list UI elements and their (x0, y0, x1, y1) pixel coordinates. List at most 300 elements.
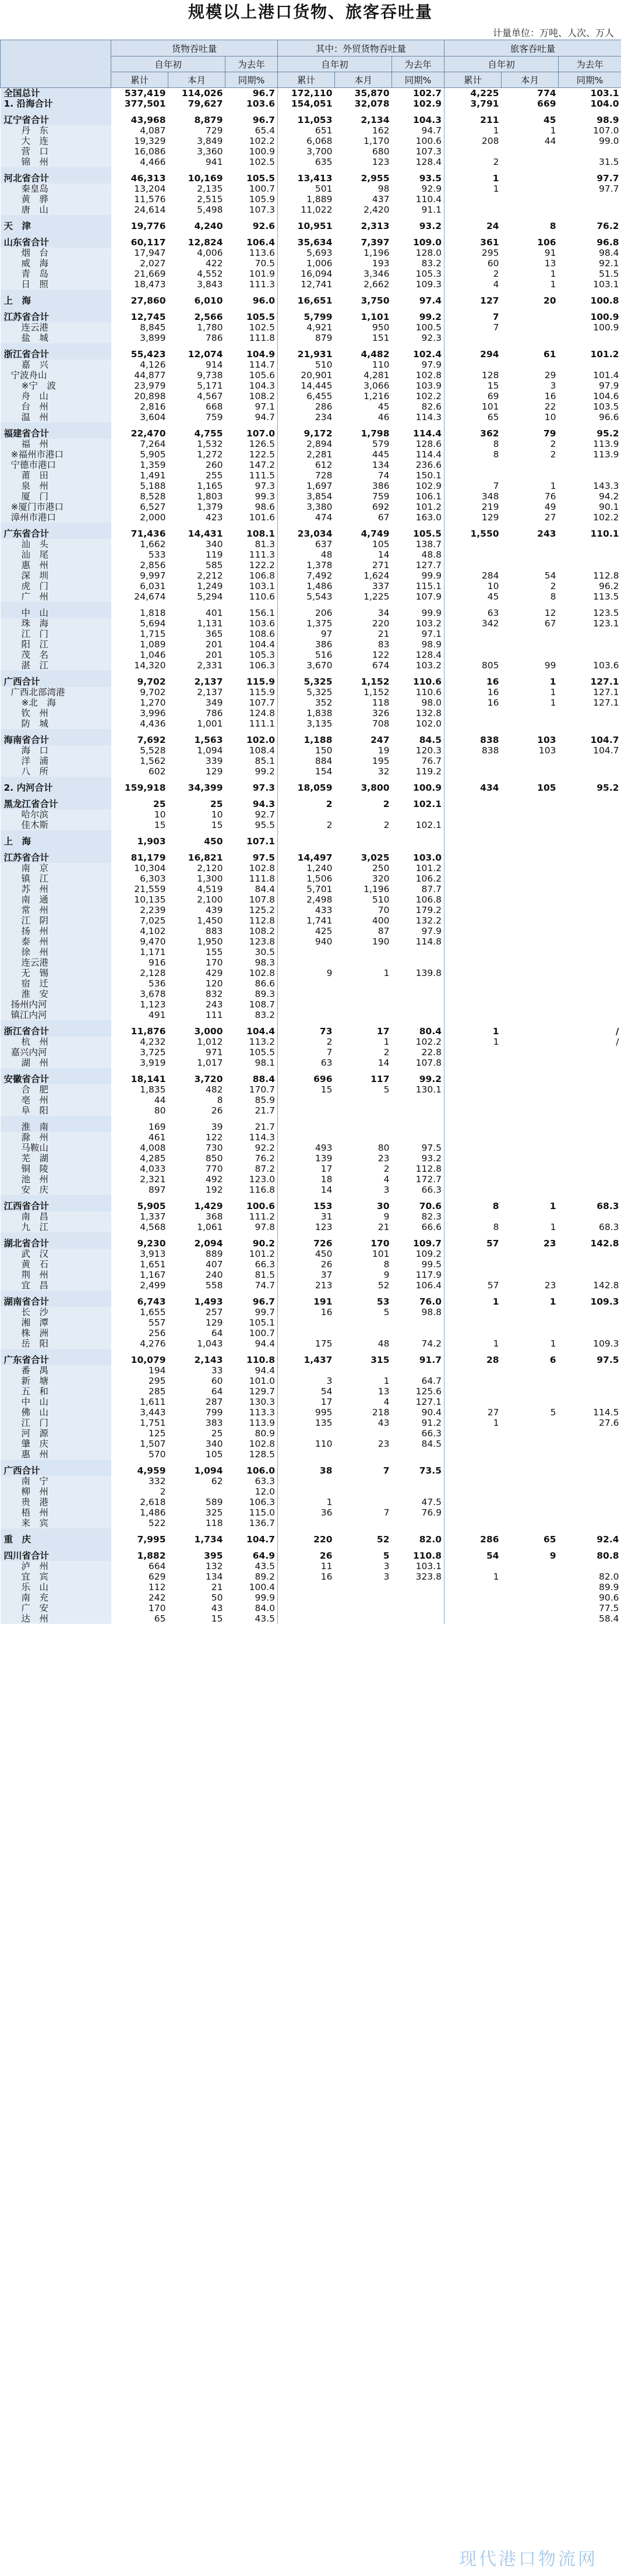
cell: 21,931 (297, 349, 333, 360)
cell: 1 (550, 1338, 556, 1349)
cell: 114.7 (225, 360, 278, 370)
cell: 43.5 (225, 1613, 278, 1624)
table-row (1, 1613, 621, 1624)
cell: 15 (154, 820, 166, 830)
cell (444, 936, 502, 947)
cell: 337 (372, 581, 390, 591)
cell (444, 1518, 502, 1528)
row-label: 淮 安 (1, 989, 111, 999)
cell: 692 (372, 502, 390, 512)
cell: 557 (148, 1317, 166, 1328)
cell: 2 (160, 1486, 166, 1497)
cell: 287 (205, 1397, 223, 1407)
cell: 100.8 (590, 295, 619, 306)
table-row (1, 978, 621, 989)
cell: 3,135 (306, 718, 333, 729)
cell: 2,100 (197, 894, 223, 905)
cell (335, 1328, 392, 1338)
header-yoy-passenger: 为去年 (559, 57, 621, 72)
cell: 3,800 (361, 783, 390, 793)
cell: 1,379 (197, 502, 223, 512)
cell (502, 194, 559, 205)
cell: 4,232 (140, 1037, 166, 1047)
cell: 2 (326, 820, 333, 830)
cell (278, 947, 335, 957)
cell: 97.9 (599, 380, 619, 391)
cell (502, 894, 559, 905)
cell: 1,001 (197, 718, 223, 729)
cell: 32 (377, 766, 390, 777)
cell (502, 560, 559, 570)
cell: 71,436 (130, 528, 166, 539)
cell: 4,102 (140, 926, 166, 936)
cell: 16 (544, 391, 556, 401)
cell (444, 1259, 502, 1270)
row-label: 泰 州 (1, 936, 111, 947)
cell: 19,776 (130, 221, 166, 231)
cell (502, 873, 559, 884)
cell (444, 470, 502, 481)
cell: 127.1 (593, 697, 619, 708)
cell (444, 1211, 502, 1222)
cell (559, 1460, 621, 1476)
cell: 45 (377, 401, 390, 412)
cell: 1,803 (197, 491, 223, 502)
row-label: 达 州 (1, 1613, 111, 1624)
row-label: 广西北部湾港 (1, 687, 111, 697)
cell: 111.8 (225, 873, 278, 884)
cell (444, 1497, 502, 1507)
table-row (1, 1116, 621, 1132)
cell: 21,669 (134, 269, 166, 279)
cell: 159,918 (124, 783, 166, 793)
cell (502, 629, 559, 639)
cell: 339 (205, 756, 223, 766)
cell (335, 1486, 392, 1497)
cell: 110.1 (590, 528, 619, 539)
row-label: 宁波舟山 (1, 370, 111, 380)
cell (502, 1518, 559, 1528)
cell: 112 (148, 1582, 166, 1592)
header-month-passenger: 本月 (502, 72, 559, 88)
table-row-group (1, 290, 621, 306)
cell: 104.7 (590, 735, 619, 745)
cell: 1,903 (137, 836, 166, 847)
cell: 81.3 (225, 539, 278, 549)
cell: 97.9 (392, 926, 444, 936)
cell (444, 1397, 502, 1407)
cell: 105.5 (392, 523, 444, 539)
cell: 3,899 (140, 333, 166, 343)
header-corner (1, 40, 111, 88)
row-label: 虎 门 (1, 581, 111, 591)
cell: 192 (205, 1185, 223, 1195)
cell: 12,745 (130, 312, 166, 322)
watermark-text: 现代港口物流网 (459, 2549, 598, 2570)
cell (559, 708, 621, 718)
cell: 92.3 (392, 333, 444, 343)
cell: 23 (543, 1238, 556, 1249)
cell: 48.8 (392, 549, 444, 560)
cell (392, 1132, 444, 1143)
cell: 668 (205, 401, 223, 412)
cell (502, 1010, 559, 1020)
cell (335, 1497, 392, 1507)
cell: 7 (383, 1507, 390, 1518)
cell (278, 989, 335, 999)
cell (559, 1116, 621, 1132)
cell: 28 (486, 1355, 499, 1365)
cell: 102.2 (225, 136, 278, 146)
cell (502, 708, 559, 718)
cell: 2,137 (197, 687, 223, 697)
cell: 27.6 (599, 1418, 619, 1428)
row-label: 营 口 (1, 146, 111, 157)
cell: 9 (326, 968, 333, 978)
cell (559, 1058, 621, 1068)
cell: 8 (550, 591, 556, 602)
cell (335, 947, 392, 957)
cell (392, 999, 444, 1010)
cell: 15 (320, 1084, 333, 1095)
cell: 106.8 (225, 570, 278, 581)
table-row (1, 1328, 621, 1338)
cell (444, 1486, 502, 1497)
cell: 1,437 (304, 1355, 333, 1365)
throughput-table (0, 40, 621, 1624)
cell: 799 (205, 1407, 223, 1418)
row-label: 大 连 (1, 136, 111, 146)
cell: 12,741 (301, 279, 333, 290)
cell: 103 (537, 735, 556, 745)
cell: 107.1 (225, 830, 278, 847)
cell: 117.9 (392, 1270, 444, 1280)
cell: 122.5 (225, 449, 278, 460)
cell: 3,996 (140, 708, 166, 718)
cell: 213 (315, 1280, 333, 1291)
row-label: 锦 州 (1, 157, 111, 167)
cell: 76.9 (392, 1507, 444, 1518)
cell: 93.2 (392, 215, 444, 231)
cell (444, 915, 502, 926)
row-label: 池 州 (1, 1174, 111, 1185)
cell: 386 (315, 639, 333, 650)
cell: 101.2 (225, 1249, 278, 1259)
cell (502, 1476, 559, 1486)
cell: 103.2 (392, 660, 444, 671)
cell (335, 1518, 392, 1528)
cell (278, 1328, 335, 1338)
cell: 4,755 (194, 428, 223, 439)
cell (502, 1047, 559, 1058)
cell: 134 (372, 460, 390, 470)
table-row (1, 1497, 621, 1507)
cell: 134 (205, 1571, 223, 1582)
cell: 129 (481, 512, 499, 523)
row-label: 台 州 (1, 401, 111, 412)
cell (559, 1249, 621, 1259)
cell: 4,466 (140, 157, 166, 167)
cell (392, 809, 444, 820)
table-row (1, 1397, 621, 1407)
cell: 726 (313, 1238, 333, 1249)
cell (502, 1507, 559, 1518)
cell: 119 (205, 549, 223, 560)
cell: 1,171 (140, 947, 166, 957)
cell: 97.4 (392, 290, 444, 306)
cell: 179.2 (392, 905, 444, 915)
cell: 1,507 (140, 1439, 166, 1449)
cell: 107.7 (225, 697, 278, 708)
cell: 352 (315, 697, 333, 708)
cell: 100.6 (225, 1195, 278, 1211)
cell: 1,486 (140, 1507, 166, 1518)
cell: 10 (211, 809, 223, 820)
cell (502, 1058, 559, 1068)
cell: 97.5 (392, 1143, 444, 1153)
table-row (1, 809, 621, 820)
cell: 2,281 (306, 449, 333, 460)
cell: 14,445 (301, 380, 333, 391)
cell: 102.8 (225, 1439, 278, 1449)
table-row (1, 820, 621, 830)
row-label: 莆 田 (1, 470, 111, 481)
cell: 110 (315, 1439, 333, 1449)
cell (502, 1317, 559, 1328)
table-row (1, 1507, 621, 1518)
row-label: 广 安 (1, 1603, 111, 1613)
row-label: 九 江 (1, 1222, 111, 1232)
cell: 5,294 (197, 591, 223, 602)
cell: 79,627 (188, 98, 223, 109)
cell: 116.8 (225, 1185, 278, 1195)
cell: 1,741 (306, 915, 333, 926)
cell (502, 1211, 559, 1222)
cell: 89.2 (225, 1571, 278, 1582)
cell: 916 (148, 957, 166, 968)
cell: 7 (492, 312, 499, 322)
table-row (1, 581, 621, 591)
row-label: ※福州市港口 (1, 449, 111, 460)
cell (444, 884, 502, 894)
table-row (1, 1561, 621, 1571)
cell (559, 894, 621, 905)
cell (444, 146, 502, 157)
cell: 286 (480, 1534, 499, 1545)
cell: 9 (383, 1211, 390, 1222)
table-row-group (1, 231, 621, 248)
cell: 14 (320, 1185, 333, 1195)
cell: 115.1 (392, 581, 444, 591)
cell: 96.0 (225, 290, 278, 306)
cell (335, 957, 392, 968)
cell (502, 1143, 559, 1153)
cell (502, 1386, 559, 1397)
cell: 533 (148, 549, 166, 560)
cell: 386 (372, 481, 390, 491)
cell: 94.4 (225, 1338, 278, 1349)
cell (444, 560, 502, 570)
cell: 34 (377, 608, 390, 618)
cell: 971 (205, 1047, 223, 1058)
row-label: 浙江省合计 (1, 1020, 111, 1037)
cell: 87.2 (225, 1164, 278, 1174)
cell: 92.7 (225, 809, 278, 820)
table-row (1, 1211, 621, 1222)
cell: 29 (544, 370, 556, 380)
cell (335, 999, 392, 1010)
cell (502, 809, 559, 820)
header-cum-foreign: 累计 (278, 72, 335, 88)
cell: 2,499 (140, 1280, 166, 1291)
cell: 81,179 (130, 852, 166, 863)
cell: 1 (493, 1418, 499, 1428)
cell: 770 (205, 1164, 223, 1174)
cell (559, 926, 621, 936)
cell: 91.2 (392, 1418, 444, 1428)
cell: 1,094 (197, 745, 223, 756)
cell: 106.8 (392, 894, 444, 905)
cell: 82.0 (392, 1528, 444, 1545)
cell: 236.6 (392, 460, 444, 470)
cell: 23,979 (134, 380, 166, 391)
cell: 97.3 (225, 481, 278, 491)
cell (392, 1317, 444, 1328)
table-row (1, 1132, 621, 1143)
cell: 80.4 (392, 1020, 444, 1037)
cell: 3,346 (364, 269, 390, 279)
table-row (1, 936, 621, 947)
cell: 65 (154, 1613, 166, 1624)
cell (559, 1010, 621, 1020)
cell: 2 (550, 581, 556, 591)
cell (559, 1476, 621, 1486)
table-row (1, 947, 621, 957)
cell: 105.5 (225, 306, 278, 322)
cell: 3,670 (306, 660, 333, 671)
cell: 61 (543, 349, 556, 360)
cell (559, 884, 621, 894)
cell: 81.5 (225, 1270, 278, 1280)
cell: 256 (148, 1328, 166, 1338)
cell: 1,300 (197, 873, 223, 884)
cell: 102.7 (392, 88, 444, 99)
cell: 23 (544, 1280, 556, 1291)
table-row (1, 560, 621, 570)
table-row (1, 322, 621, 333)
cell: 1,216 (364, 391, 390, 401)
cell: 2,137 (194, 676, 223, 687)
cell: 1,188 (304, 735, 333, 745)
cell: 14,497 (297, 852, 333, 863)
table-row (1, 1571, 621, 1582)
table-row (1, 602, 621, 618)
row-label: 广西合计 (1, 1460, 111, 1476)
cell (502, 989, 559, 999)
row-label: 马鞍山 (1, 1143, 111, 1153)
table-row (1, 570, 621, 581)
cell: 92.2 (225, 1143, 278, 1153)
cell: 461 (148, 1132, 166, 1143)
row-label: 宿 迁 (1, 978, 111, 989)
table-row (1, 502, 621, 512)
table-row (1, 258, 621, 269)
cell: 88.4 (225, 1068, 278, 1084)
cell: 2,894 (306, 439, 333, 449)
cell: 84.4 (225, 884, 278, 894)
cell (444, 989, 502, 999)
cell: 104.4 (225, 1020, 278, 1037)
cell: 12,074 (188, 349, 223, 360)
cell (502, 306, 559, 322)
cell: 27 (487, 1407, 499, 1418)
table-row (1, 360, 621, 370)
cell: 64 (211, 1328, 223, 1338)
cell: 74.7 (225, 1280, 278, 1291)
cell (444, 863, 502, 873)
table-row-group (1, 1068, 621, 1084)
cell: 3,843 (197, 279, 223, 290)
cell: 21.7 (225, 1105, 278, 1116)
cell: 46 (377, 412, 390, 422)
cell: 111.3 (225, 279, 278, 290)
cell: 62 (211, 1476, 223, 1486)
cell: 107.3 (225, 205, 278, 215)
cell: 93.5 (392, 167, 444, 184)
cell (502, 539, 559, 549)
cell: 674 (372, 660, 390, 671)
cell (278, 1428, 335, 1439)
cell: 1,624 (364, 570, 390, 581)
row-label: 阳 江 (1, 639, 111, 650)
row-label: 南 昌 (1, 1211, 111, 1222)
cell (444, 926, 502, 936)
cell: 2,143 (194, 1355, 223, 1365)
cell: 87 (377, 926, 390, 936)
table-row-group (1, 1528, 621, 1545)
cell: 103.9 (392, 380, 444, 391)
cell: 97.5 (597, 1355, 619, 1365)
cell: 68.3 (599, 1222, 619, 1232)
cell: 110.8 (225, 1349, 278, 1365)
cell: 64.7 (392, 1376, 444, 1386)
cell: 60,117 (130, 237, 166, 248)
table-row (1, 1164, 621, 1174)
cell: 106.2 (392, 873, 444, 884)
row-label: 柳 州 (1, 1486, 111, 1497)
row-label: ※北 海 (1, 697, 111, 708)
cell: 130.1 (392, 1084, 444, 1095)
cell: 1,950 (197, 936, 223, 947)
cell: 805 (481, 660, 499, 671)
cell: 2 (493, 269, 499, 279)
cell: 2 (550, 439, 556, 449)
cell: 38 (319, 1465, 333, 1476)
table-row (1, 1486, 621, 1497)
row-label: 河 源 (1, 1428, 111, 1439)
cell (502, 1571, 559, 1582)
table-row-group (1, 523, 621, 539)
table-row (1, 1047, 621, 1058)
cell: 612 (315, 460, 333, 470)
cell (502, 884, 559, 894)
table-row (1, 1376, 621, 1386)
cell: 7,492 (306, 570, 333, 581)
cell: 2,128 (140, 968, 166, 978)
cell (392, 830, 444, 847)
table-row (1, 125, 621, 136)
cell: 1 (326, 1497, 333, 1507)
